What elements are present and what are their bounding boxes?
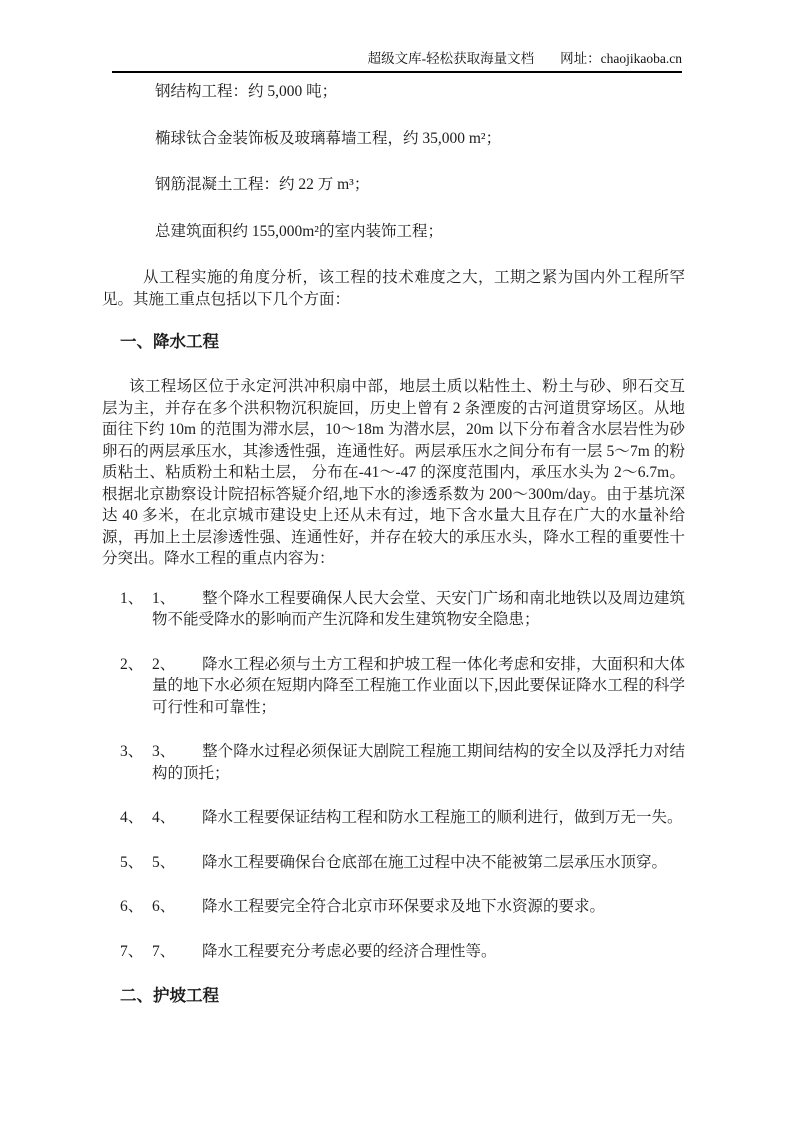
section-title-slope: 二、护坡工程: [120, 987, 219, 1005]
dewatering-paragraph: 该工程场区位于永定河洪冲积扇中部，地层土质以粘性土、粉土与砂、卵石交互层为主，并存在多个洪积物沉积旋回，历史上曾有 2 条湮废的古河道贯穿场区。从地面往下约 10m 的范围为滞水层，10～18m 为潜水层，20m 以下分布着含水层岩性为砂卵石的两层承压水，其渗透性强，连通性好。两层承压水之间分布有一层 5～7m 的粉质粘土、粘质粉土和粘土层， 分布在-41～-47 的深度范围内，承压水头为 2～6.7m。根据北京勘察设计院招标答疑介绍,地下水的渗透系数为 200～300m/day。由于基坑深达 40 多米，在北京城市建设史上还从未有过，地下含水量大且存在广大的水量补给源，再加上土层渗透性强、连通性好，并存在较大的承压水头，降水工程的重要性十分突出。降水工程的重点内容为：: [102, 378, 685, 567]
list-item-text: 降水工程要充分考虑必要的经济合理性等。: [202, 942, 497, 960]
list-item-text: 降水工程必须与土方工程和护坡工程一体化考虑和安排，大面积和大体量的地下水必须在短期内降至工程施工作业面以下,因此要保证降水工程的科学可行性和可靠性；: [152, 655, 685, 716]
list-item: [120, 588, 685, 631]
header-divider: [112, 71, 682, 73]
intro-line-interior-area: 总建筑面积约 155,000m²的室内装饰工程；: [155, 222, 443, 240]
list-outer-number: 5、: [120, 853, 144, 871]
list-inner-number: 3、: [152, 743, 176, 760]
list-item: [120, 654, 685, 719]
header-url: 网址：chaojikaoba.cn: [560, 51, 682, 66]
page-header: [102, 51, 682, 67]
list-inner-number: 4、: [152, 809, 176, 826]
list-item: [120, 896, 685, 918]
dewatering-key-points-list: [102, 588, 685, 963]
list-inner-number: 2、: [152, 655, 176, 673]
intro-line-titanium-curtainwall: 椭球钛合金装饰板及玻璃幕墙工程，约 35,000 m²；: [155, 129, 502, 147]
list-item-text: 降水工程要确保台仓底部在施工过程中决不能被第二层承压水顶穿。: [202, 853, 668, 871]
list-inner-number: 5、: [152, 853, 176, 871]
list-item: [120, 852, 685, 874]
list-item: [120, 941, 685, 963]
list-item: [120, 741, 685, 784]
list-outer-number: 3、: [120, 743, 144, 760]
intro-line-steel: 钢结构工程：约 5,000 吨；: [155, 83, 338, 100]
intro-line-concrete: 钢筋混凝土工程：约 22 万 m³；: [155, 176, 370, 193]
list-inner-number: 7、: [152, 942, 176, 960]
header-brand: 超级文库-轻松获取海量文档: [367, 51, 535, 66]
list-inner-number: 6、: [152, 898, 176, 915]
list-item-text: 降水工程要保证结构工程和防水工程施工的顺利进行，做到万无一失。: [202, 809, 683, 826]
list-item-text: 整个降水工程要确保人民大会堂、天安门广场和南北地铁以及周边建筑物不能受降水的影响而产生沉降和发生建筑物安全隐患；: [152, 589, 685, 628]
list-outer-number: 2、: [120, 655, 144, 673]
list-outer-number: 4、: [120, 809, 144, 826]
list-outer-number: 7、: [120, 942, 144, 960]
list-outer-number: 1、: [120, 589, 144, 607]
list-item: [120, 807, 685, 829]
list-item-text: 降水工程要完全符合北京市环保要求及地下水资源的要求。: [202, 898, 606, 915]
list-item-text: 整个降水过程必须保证大剧院工程施工期间结构的安全以及浮托力对结构的顶托；: [152, 743, 685, 782]
list-inner-number: 1、: [152, 589, 176, 607]
lead-paragraph: 从工程实施的角度分析，该工程的技术难度之大，工期之紧为国内外工程所罕见。其施工重点包括以下几个方面：: [102, 269, 685, 308]
list-outer-number: 6、: [120, 898, 144, 915]
document-body: [102, 81, 685, 1007]
section-title-dewatering: 一、降水工程: [120, 333, 219, 351]
